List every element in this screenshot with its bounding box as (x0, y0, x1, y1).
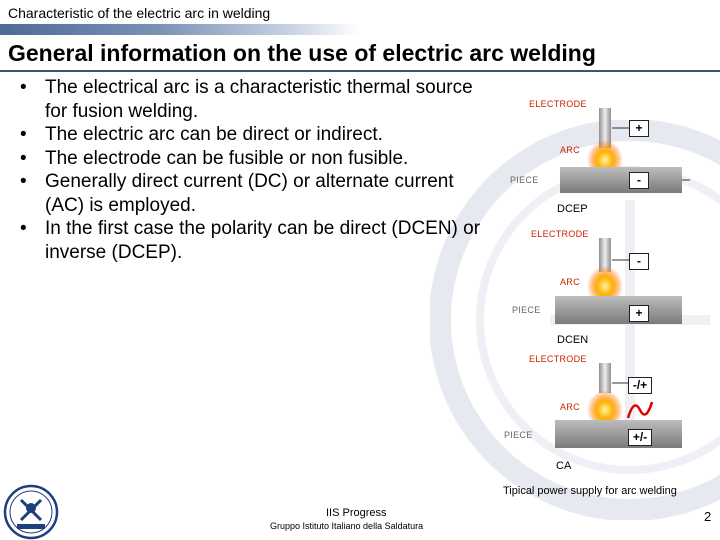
iis-logo-icon (3, 484, 59, 540)
arc-label: ARC (560, 145, 580, 155)
ac-sine-wave (628, 402, 652, 418)
bullet-item: • The electrode can be fusible or non fusible. (15, 147, 485, 171)
arc-label: ARC (560, 402, 580, 412)
slide-title: General information on the use of electric arc welding (8, 40, 596, 66)
electrode-sign: -/+ (628, 377, 652, 394)
diagram-caption: DCEN (557, 334, 589, 346)
diagram-caption: CA (556, 460, 572, 472)
piece-label: PIECE (512, 305, 541, 315)
footer-org: IIS Progress (326, 507, 387, 519)
supply-caption: Tipical power supply for arc welding (503, 485, 677, 497)
bullet-item: • Generally direct current (DC) or alternate current (AC) is employed. (15, 170, 485, 217)
piece-sign: +/- (628, 429, 652, 446)
piece-label: PIECE (510, 175, 539, 185)
electrode-sign: + (629, 120, 649, 137)
electrode-label: ELECTRODE (529, 99, 587, 109)
bullet-item: • The electrical arc is a characteristic thermal source for fusion welding. (15, 76, 485, 123)
electrode-sign: - (629, 253, 649, 270)
header-title: Characteristic of the electric arc in welding (8, 5, 271, 21)
diagram-caption: DCEP (557, 203, 588, 215)
page-number: 2 (704, 509, 712, 524)
piece-label: PIECE (504, 430, 533, 440)
electrode-label: ELECTRODE (529, 354, 587, 364)
bullet-item: • In the first case the polarity can be direct (DCEN) or inverse (DCEP). (15, 217, 485, 264)
piece-sign: - (629, 172, 649, 189)
piece-sign: + (629, 305, 649, 322)
work-piece (555, 296, 682, 324)
electrode-label: ELECTRODE (531, 229, 589, 239)
work-piece (560, 167, 682, 193)
work-piece (555, 420, 682, 448)
electrode-rod (599, 363, 611, 393)
arc-label: ARC (560, 277, 580, 287)
footer-subtitle: Gruppo Istituto Italiano della Saldatura (270, 521, 424, 531)
bullet-item: • The electric arc can be direct or indirect. (15, 123, 485, 147)
